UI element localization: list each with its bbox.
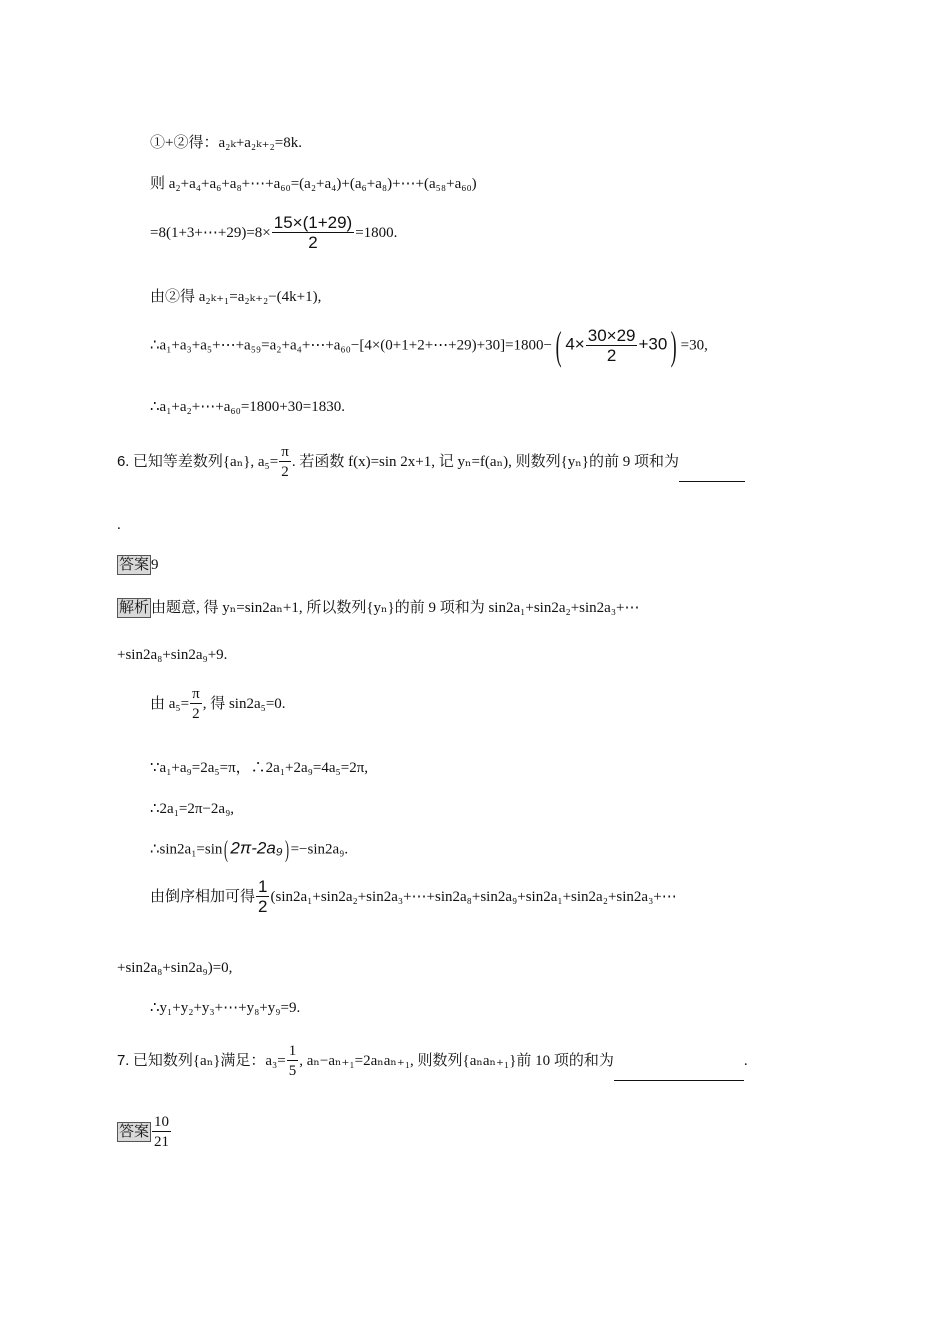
analysis-line-6 [150, 838, 348, 862]
text: 由 a₅= [150, 695, 190, 712]
fraction [279, 443, 291, 482]
solution-line-1: ①+②得：a₂ₖ+a₂ₖ₊₂=8k. [150, 135, 302, 151]
question-6 [117, 443, 745, 482]
analysis-line-5: ∴2a₁=2π−2a₉, [150, 801, 235, 817]
answer-blank [679, 467, 745, 482]
text: =30, [680, 337, 708, 354]
analysis-line-8: +sin2a₈+sin2a₉)=0, [117, 960, 233, 976]
text: . [743, 1052, 748, 1069]
solution-line-3 [150, 214, 397, 253]
fraction [272, 214, 354, 253]
fraction [586, 327, 638, 366]
text: (sin2a₁+sin2a₂+sin2a₃+⋯+sin2a₈+sin2a₉+sin2a₁+sin2a₂+sin2a₃+⋯ [270, 888, 677, 905]
answer-value: 9 [151, 557, 159, 573]
denominator: 5 [288, 1063, 297, 1079]
fraction [256, 878, 269, 917]
text: ∴a₁+a₃+a₅+⋯+a₅₉=a₂+a₄+⋯+a₆₀−[4×(0+1+2+⋯+29)+30]=1800− [150, 337, 553, 354]
denominator: 2 [281, 464, 289, 480]
denominator: 21 [154, 1134, 170, 1150]
analysis-line-1 [117, 598, 640, 618]
analysis-line-2: +sin2a₈+sin2a₉+9. [117, 647, 228, 663]
solution-line-2: 则 a₂+a₄+a₆+a₈+⋯+a₆₀=(a₂+a₄)+(a₆+a₈)+⋯+(a₅₈+a₆₀) [150, 176, 477, 192]
numerator: 10 [154, 1114, 170, 1130]
analysis-line-3 [150, 685, 286, 724]
fraction [287, 1042, 299, 1081]
solution-line-6: ∴a₁+a₂+⋯+a₆₀=1800+30=1830. [150, 399, 345, 415]
question-7 [117, 1042, 748, 1081]
text: =8(1+3+⋯+29)=8× [150, 224, 271, 241]
text: =−sin2a₉. [290, 841, 349, 858]
answer-row [117, 555, 159, 575]
solution-line-4: 由②得 a₂ₖ₊₁=a₂ₖ₊₂−(4k+1), [150, 289, 322, 305]
numerator: 1 [258, 877, 268, 896]
text: . 若函数 f(x)=sin 2x+1, 记 yₙ=f(aₙ), 则数列{yₙ}的前 9 项和为 [291, 453, 679, 470]
numerator: 30×29 [587, 325, 636, 345]
left-paren: ( [224, 837, 229, 863]
text: . 已知数列{aₙ}满足：a₃= [125, 1052, 286, 1069]
text: , 得 sin2a₅=0. [202, 695, 286, 712]
analysis-label: 解析 [119, 600, 150, 616]
text: 4× [565, 334, 585, 354]
text: . 已知等差数列{aₙ}, a₅= [125, 453, 279, 470]
numerator: 15×(1+29) [273, 213, 353, 232]
analysis-line-7 [150, 878, 677, 917]
text: 由题意, 得 yₙ=sin2aₙ+1, 所以数列{yₙ}的前 9 项和为 sin2a₁+sin2a₂+sin2a₃+⋯ [151, 600, 640, 616]
text: 2π-2a₉ [230, 838, 283, 858]
left-paren: ( [555, 323, 562, 368]
question-number: 6 [117, 452, 126, 470]
answer-row [117, 1113, 172, 1152]
text: =1800. [355, 224, 398, 241]
numerator: 1 [288, 1043, 297, 1059]
analysis-line-9: ∴y₁+y₂+y₃+⋯+y₈+y₉=9. [150, 1000, 301, 1016]
answer-label: 答案 [119, 1123, 150, 1140]
denominator: 2 [192, 706, 200, 722]
analysis-line-4: ∵a₁+a₉=2a₅=π，∴2a₁+2a₉=4a₅=2π, [150, 760, 369, 776]
text: +30 [638, 334, 668, 354]
fraction [152, 1113, 171, 1152]
question-number: 7 [117, 1051, 126, 1069]
text: , aₙ−aₙ₊₁=2aₙaₙ₊₁, 则数列{aₙaₙ₊₁}前 10 项的和为 [299, 1052, 614, 1069]
denominator: 2 [308, 233, 318, 252]
text: 由倒序相加可得 [150, 888, 256, 905]
solution-line-5 [150, 323, 708, 368]
answer-blank [614, 1066, 744, 1081]
answer-label: 答案 [119, 557, 150, 573]
numerator: π [281, 444, 289, 460]
text: ∴sin2a₁=sin [150, 841, 223, 858]
period: . [117, 517, 121, 533]
numerator: π [192, 686, 200, 702]
right-paren: ) [670, 323, 677, 368]
fraction [190, 685, 202, 724]
denominator: 2 [258, 897, 268, 916]
denominator: 2 [606, 345, 617, 365]
right-paren: ) [284, 837, 289, 863]
